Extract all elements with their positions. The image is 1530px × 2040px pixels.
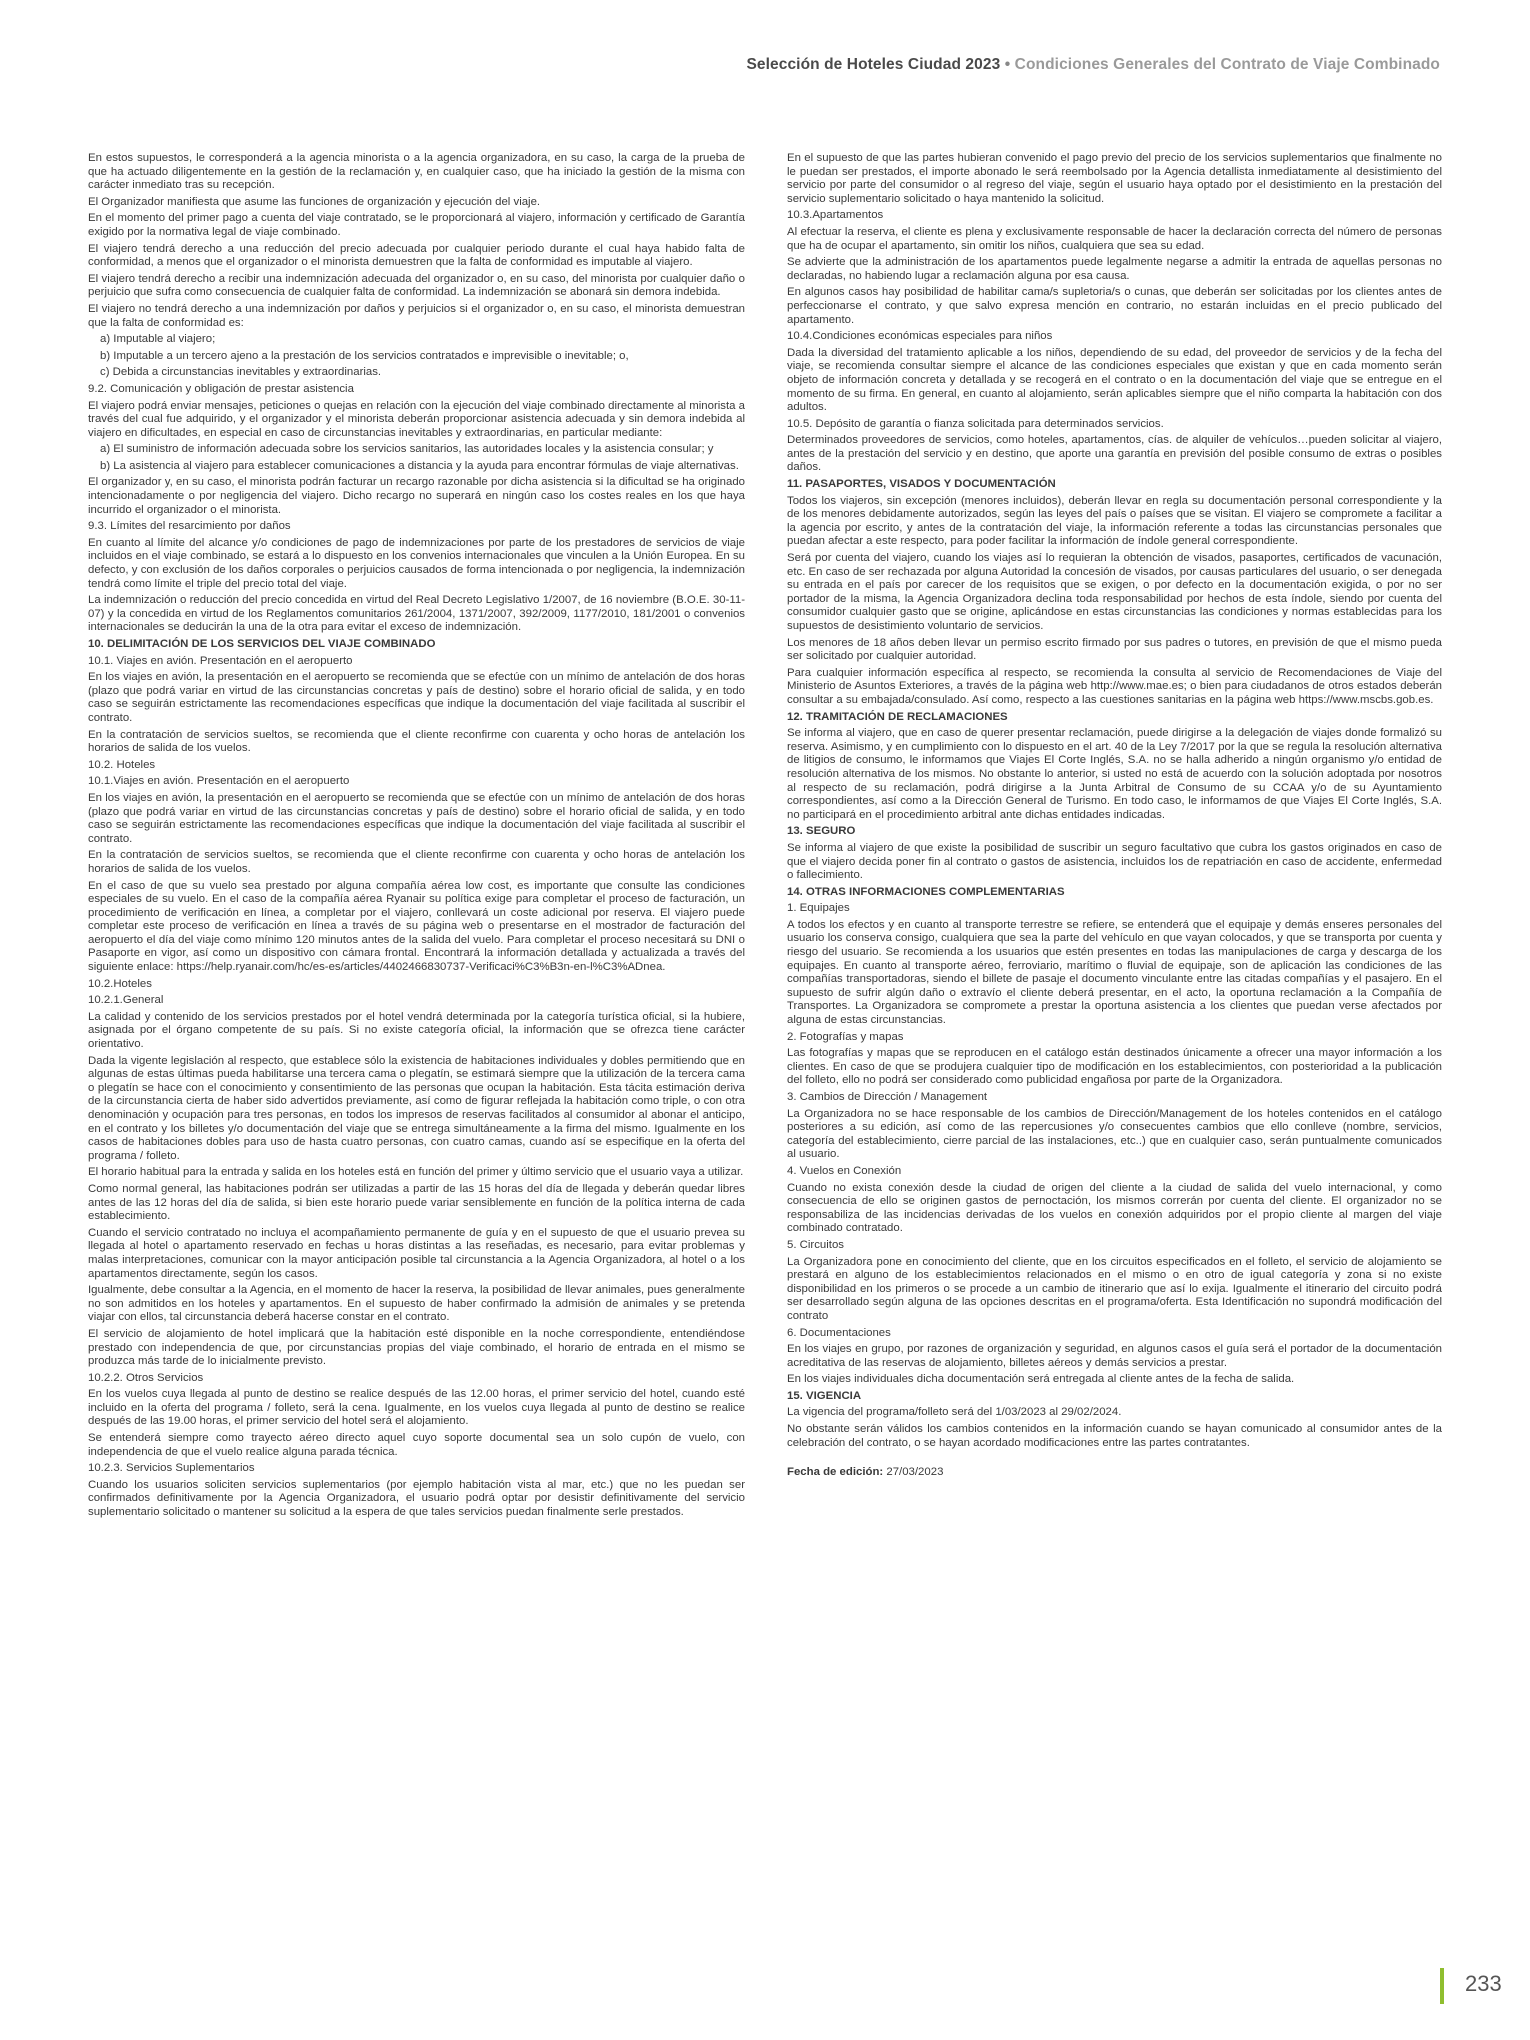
- paragraph: El viajero tendrá derecho a una reducción del precio adecuada por cualquier periodo durante el cual haya habido falta de conformidad, a menos que el organizador o el minorista demuestren que la falta de conformidad es imputable al viajero.: [88, 242, 745, 269]
- paragraph: El organizador y, en su caso, el minorista podrán facturar un recargo razonable por dicha asistencia si la dificultad se ha originado intencionadamente o por negligencia del viajero. Dicho recargo no superará en ningún caso los costes reales en los que haya incurrido el organizador o el minorista.: [88, 476, 745, 516]
- paragraph: Cuando no exista conexión desde la ciudad de origen del cliente a la ciudad de salida del vuelo internacional, y como consecuencia de ello se originen gastos de pernoctación, los mismos correrán por cuenta del cliente. El organizador no se responsabiliza de las incidencias derivadas de los vuelos en conexión adquiridos por el propio cliente al margen del viaje combinado contratado.: [787, 1181, 1442, 1235]
- subsection-heading: 1. Equipajes: [787, 902, 850, 915]
- paragraph: Al efectuar la reserva, el cliente es plena y exclusivamente responsable de hacer la declaración correcta del número de personas que ha de ocupar el apartamento, sin omitir los niños, cualquiera que sea su edad.: [787, 225, 1442, 252]
- subsection-heading: 10.1.Viajes en avión. Presentación en el aeropuerto: [88, 775, 350, 788]
- paragraph: No obstante serán válidos los cambios contenidos en la información cuando se hayan comunicado al consumidor antes de la celebración del contrato, o se hayan acordado modificaciones entre las partes contratantes.: [787, 1423, 1442, 1449]
- paragraph: El servicio de alojamiento de hotel implicará que la habitación esté disponible en la noche correspondiente, entendiéndose prestado con independencia de que, por circunstancias propias del viaje combinado, el horario de entrada en el mismo se produzca más tarde de lo inicialmente previsto.: [88, 1327, 745, 1368]
- subsection-heading: 10.2. Hoteles: [88, 758, 156, 771]
- paragraph: En la contratación de servicios sueltos, se recomienda que el cliente reconfirme con cuarenta y ocho horas de antelación los horarios de salida de los vuelos.: [88, 728, 745, 755]
- paragraph: El viajero no tendrá derecho a una indemnización por daños y perjuicios si el organizador o, en su caso, el minorista demuestran que la falta de conformidad es:: [88, 302, 745, 329]
- paragraph: Se advierte que la administración de los apartamentos puede legalmente negarse a admitir la entrada de aquellas personas no declaradas, no habiendo lugar a reclamación alguna por esa causa.: [787, 256, 1442, 282]
- edition-value: 27/03/2023: [886, 1466, 944, 1479]
- subsection-heading: 10.2.3. Servicios Suplementarios: [88, 1462, 255, 1475]
- paragraph: El Organizador manifiesta que asume las funciones de organización y ejecución del viaje.: [88, 195, 541, 208]
- paragraph: Cuando el servicio contratado no incluya el acompañamiento permanente de guía y en el supuesto de que el usuario prevea su llegada al hotel o apartamento reservado en fechas u horas distintas a las reseñadas, es necesario, para evitar problemas y malas interpretaciones, comunicar con la mayor anticipación posible tal circunstancia a la Agencia Organizadora, al hotel o a los apartamentos directamente, según los casos.: [88, 1226, 745, 1280]
- paragraph: En los viajes en avión, la presentación en el aeropuerto se recomienda que se efectúe con un mínimo de antelación de dos horas (plazo que podrá variar en virtud de las circunstancias concretas y país de destino) sobre el horario oficial de salida, y en todo caso se seguirán estrictamente las recomendaciones específicas que indique la documentación del viaje facilitada al suscribir el contrato.: [88, 671, 745, 724]
- paragraph: En el supuesto de que las partes hubieran convenido el pago previo del precio de los servicios suplementarios que finalmente no le puedan ser prestados, el importe abonado le será reembolsado por la Agencia detallista inmediatamente al desistimiento del servicio por parte del consumidor o al regreso del viaje, según el usuario haya optado por el desistimiento en la prestación del servicio suplementario solicitado o haya mantenido la solicitud.: [787, 152, 1442, 205]
- subsection-heading: 6. Documentaciones: [787, 1326, 891, 1339]
- subsection-heading: 2. Fotografías y mapas: [787, 1030, 904, 1043]
- paragraph: Todos los viajeros, sin excepción (menores incluidos), deberán llevar en regla su documentación personal correspondiente y la de los menores debidamente autorizados, según las leyes del país o países que se visitan. El viajero se compromete a facilitar a la agencia por escrito, y antes de la contratación del viaje, la información referente a todas las circunstancias personales que puedan afectar a este respecto, para poder facilitar la información de índole general correspondiente.: [787, 494, 1442, 548]
- list-item: b) La asistencia al viajero para establecer comunicaciones a distancia y la ayuda para encontrar fórmulas de viaje alternativas.: [100, 459, 739, 472]
- paragraph: La calidad y contenido de los servicios prestados por el hotel vendrá determinada por la categoría turística oficial, si la hubiere, asignada por el órgano competente de su país. Si no existe categoría oficial, la información que se ofrezca tiene carácter orientativo.: [88, 1010, 745, 1051]
- subsection-heading: 10.1. Viajes en avión. Presentación en el aeropuerto: [88, 654, 353, 667]
- subsection-heading: 10.2.2. Otros Servicios: [88, 1371, 204, 1384]
- section-heading: 14. OTRAS INFORMACIONES COMPLEMENTARIAS: [787, 885, 1065, 898]
- paragraph: Se entenderá siempre como trayecto aéreo directo aquel cuyo soporte documental sea un solo cupón de vuelo, con independencia de que el vuelo realice alguna parada técnica.: [88, 1432, 745, 1458]
- edition-label: Fecha de edición:: [787, 1466, 884, 1479]
- section-heading: 13. SEGURO: [787, 825, 856, 838]
- paragraph: En los viajes individuales dicha documentación será entregada al cliente antes de la fecha de salida.: [787, 1373, 1295, 1386]
- paragraph: En el momento del primer pago a cuenta del viaje contratado, se le proporcionará al viajero, información y certificado de Garantía exigido por la normativa legal de viaje combinado.: [88, 212, 745, 238]
- section-heading: 10. DELIMITACIÓN DE LOS SERVICIOS DEL VIAJE COMBINADO: [88, 638, 436, 650]
- subsection-heading: 10.2.1.General: [88, 994, 164, 1007]
- paragraph: Se informa al viajero, que en caso de querer presentar reclamación, puede dirigirse a la delegación de viajes donde formalizó su reserva. Asimismo, y en cumplimiento con lo dispuesto en el art. 40 de la Ley 7/2017 por la que se regula la resolución alternativa de litigios de consumo, le informamos que Viajes El Corte Inglés, S.A. no se halla adherido a ningún organismo y/o entidad de resolución alternativa de los mismos. No obstante lo anterior, si usted no está de acuerdo con la solución adoptada por nosotros al respecto de su reclamación, podrá dirigirse a la Junta Arbitral de Consumo de su CCAA y/o de su Ayuntamiento correspondientes, así como a la Dirección General de Turismo. En todo caso, le informamos de que Viajes El Corte Inglés, S.A. no participará en el procedimiento arbitral ante dichas entidades indicadas.: [787, 727, 1442, 821]
- paragraph: Igualmente, debe consultar a la Agencia, en el momento de hacer la reserva, la posibilidad de llevar animales, pues generalmente no son admitidos en los hoteles y apartamentos. En el supuesto de haber confirmado la admisión de animales y se pretenda viajar con ellos, tal circunstancia deberá hacerse constar en el contrato.: [88, 1284, 745, 1324]
- header-separator: •: [1000, 56, 1015, 73]
- subsection-heading: 10.5. Depósito de garantía o fianza solicitada para determinados servicios.: [787, 417, 1164, 430]
- paragraph: El horario habitual para la entrada y salida en los hoteles está en función del primer y último servicio que el usuario vaya a utilizar.: [88, 1166, 744, 1179]
- paragraph: Los menores de 18 años deben llevar un permiso escrito firmado por sus padres o tutores, en previsión de que el mismo pueda ser solicitado por cualquier autoridad.: [787, 636, 1442, 663]
- paragraph: Como normal general, las habitaciones podrán ser utilizadas a partir de las 15 horas del día de llegada y deberán quedar libres antes de las 12 horas del día de salida, si bien este horario puede variar sensiblemente en función de la política interna de cada establecimiento.: [88, 1182, 745, 1223]
- subsection-heading: 5. Circuitos: [787, 1238, 844, 1251]
- subsection-heading: 4. Vuelos en Conexión: [787, 1164, 902, 1177]
- paragraph: En los viajes en avión, la presentación en el aeropuerto se recomienda que se efectúe con un mínimo de antelación de dos horas (plazo que podrá variar en virtud de las circunstancias concretas y país de destino) sobre el horario oficial de salida, y en todo caso se seguirán estrictamente las recomendaciones específicas que indique la documentación del viaje facilitada al suscribir el contrato.: [88, 791, 745, 845]
- subsection-heading: 9.3. Límites del resarcimiento por daños: [88, 520, 291, 533]
- list-item: b) Imputable a un tercero ajeno a la prestación de los servicios contratados e imprevisible o inevitable; o,: [100, 349, 629, 362]
- paragraph: En la contratación de servicios sueltos, se recomienda que el cliente reconfirme con cuarenta y ocho horas de antelación los horarios de salida de los vuelos.: [88, 849, 745, 875]
- right-column: [787, 152, 1442, 1962]
- paragraph: La Organizadora pone en conocimiento del cliente, que en los circuitos especificados en el folleto, el servicio de alojamiento se prestará en alguno de los establecimientos relacionados en el mismo o en otro de igual categoría y zona si no existe disponibilidad en los primeros o se procede a un cambio de itinerario que así lo exija. Igualmente el itinerario del circuito podrá ser desarrollado según alguna de las opciones descritas en el programa/oferta. Esta Identificación no supondrá modificación del contrato: [787, 1255, 1442, 1322]
- edition-date: [787, 1466, 1442, 1480]
- paragraph: Para cualquier información específica al respecto, se recomienda la consulta al servicio de Recomendaciones de Viaje del Ministerio de Asuntos Exteriores, a través de la página web http://www.mae.es; o bien para ciudadanos de otros estados deberán consultar a su embajada/consulado. Así como, respecto a las cuestiones sanitarias en la página web https://www.mscbs.gob.es.: [787, 666, 1442, 706]
- catalog-title: Selección de Hoteles Ciudad 2023: [746, 56, 1001, 73]
- section-heading: 11. PASAPORTES, VISADOS Y DOCUMENTACIÓN: [787, 478, 1056, 491]
- paragraph: Determinados proveedores de servicios, como hoteles, apartamentos, cías. de alquiler de vehículos…pueden solicitar al viajero, antes de la prestación del servicio y en destino, que aporte una garantía en previsión del posible consumo de extras o posibles daños.: [787, 434, 1442, 474]
- page-number: 233: [1465, 1971, 1502, 1996]
- subsection-heading: 10.4.Condiciones económicas especiales para niños: [787, 330, 1053, 343]
- subsection-heading: 10.3.Apartamentos: [787, 209, 884, 222]
- paragraph: Se informa al viajero de que existe la posibilidad de suscribir un seguro facultativo que cubra los gastos originados en caso de que el viajero decida poner fin al contrato o gastos de asistencia, incluidos los de repatriación en caso de accidente, enfermedad o fallecimiento.: [787, 841, 1442, 882]
- paragraph: La indemnización o reducción del precio concedida en virtud del Real Decreto Legislativo 1/2007, de 16 noviembre (B.O.E. 30-11-07) y la concedida en virtud de los Reglamentos comunitarios 261/2004, 1371/2007, 392/2009, 1177/2010, 181/2001 o convenios internacionales se deducirán la una de la otra para evitar el exceso de indemnización.: [88, 594, 745, 634]
- subsection-heading: 9.2. Comunicación y obligación de prestar asistencia: [88, 382, 354, 395]
- paragraph: En algunos casos hay posibilidad de habilitar cama/s supletoria/s o cunas, que deberán ser solicitadas por los clientes antes de perfeccionarse el contrato, y que salvo expresa mención en contrario, no estarán incluidas en el precio publicado del apartamento.: [787, 286, 1442, 326]
- list-item: a) El suministro de información adecuada sobre los servicios sanitarios, las autoridades locales y la asistencia consular; y: [100, 443, 714, 456]
- paragraph: En los viajes en grupo, por razones de organización y seguridad, en algunos casos el guía será el portador de la documentación acreditativa de las reservas de alojamiento, billetes aéreos y demás servicios a prestar.: [787, 1343, 1442, 1369]
- paragraph: Dada la vigente legislación al respecto, que establece sólo la existencia de habitaciones individuales y dobles permitiendo que en algunas de estas últimas pueda habilitarse una tercera cama o plegatín, se estimará siempre que la utilización de la tercera cama o plegatín se hace con el conocimiento y consentimiento de las personas que ocupan la habitación. Esta tácita estimación deriva de la circunstancia cierta de haber sido advertidos previamente, así como de figurar reflejada la habitación como triple, o con otra denominación y ocupación para tres personas, en todos los impresos de reservas facilitados al consumidor al abonar el anticipo, en el contrato y los billetes y/o documentación del viaje que se entrega simultáneamente a la firma del mismo. Igualmente en los casos de habitaciones dobles para uso de hasta cuatro personas, con cuatro camas, cuando así se especifique en la oferta del programa / folleto.: [88, 1054, 745, 1162]
- left-column: [88, 152, 745, 1962]
- paragraph: Las fotografías y mapas que se reproducen en el catálogo están destinados únicamente a ofrecer una mayor información a los clientes. En caso de que se produjera cualquier tipo de modificación en los establecimientos, con posterioridad a la publicación del folleto, ello no podrá ser considerado como publicidad engañosa por parte de la Organizadora.: [787, 1047, 1442, 1087]
- paragraph: En cuanto al límite del alcance y/o condiciones de pago de indemnizaciones por parte de los prestadores de servicios de viaje incluidos en el viaje combinado, se estará a lo dispuesto en los convenios internacionales que vinculen a la Unión Europea. En su defecto, y con exclusión de los daños corporales o perjuicios causados de forma intencionada o por negligencia, la indemnización tendrá como límite el triple del precio total del viaje.: [88, 536, 745, 590]
- paragraph: En los vuelos cuya llegada al punto de destino se realice después de las 12.00 horas, el primer servicio del hotel, cuando esté incluido en la oferta del programa / folleto, será la cena. Igualmente, en los vuelos cuya llegada al punto de destino se realice después de las 19.00 horas, el primer servicio del hotel será el alojamiento.: [88, 1388, 745, 1428]
- running-header: [140, 56, 1440, 74]
- list-item: a) Imputable al viajero;: [100, 333, 216, 346]
- list-item: c) Debida a circunstancias inevitables y extraordinarias.: [100, 366, 382, 379]
- subsection-heading: 10.2.Hoteles: [88, 977, 152, 990]
- paragraph: La vigencia del programa/folleto será del 1/03/2023 al 29/02/2024.: [787, 1406, 1122, 1419]
- page-accent-bar: [1440, 1968, 1444, 2004]
- section-heading: 15. VIGENCIA: [787, 1389, 862, 1402]
- paragraph: El viajero podrá enviar mensajes, peticiones o quejas en relación con la ejecución del viaje combinado directamente al minorista a través del cual fue adquirido, y el organizador y el minorista deberán proporcionar asistencia adecuada y sin demora indebida al viajero en dificultades, en especial en caso de circunstancias inevitables y extraordinarias, en particular mediante:: [88, 399, 745, 439]
- section-title: Condiciones Generales del Contrato de Viaje Combinado: [1014, 56, 1440, 73]
- paragraph: A todos los efectos y en cuanto al transporte terrestre se refiere, se entenderá que el equipaje y demás enseres personales del usuario los conserva consigo, cualquiera que sea la parte del vehículo en que vayan colocados, y que se transporta por cuenta y riesgo del usuario. Se recomienda a los usuarios que estén presentes en todas las manipulaciones de carga y descarga de los equipajes. En cuanto al transporte aéreo, ferroviario, marítimo o fluvial de equipaje, son de aplicación las condiciones de las compañías transportadoras, siendo el billete de pasaje el documento vinculante entre las citadas compañías y el pasajero. En el supuesto de sufrir algún daño o extravío el cliente deberá presentar, en el acto, la oportuna reclamación a la Compañía de Transportes. La Organizadora se compromete a prestar la oportuna asistencia a los clientes que puedan verse afectados por alguna de estas circunstancias.: [787, 918, 1442, 1027]
- section-heading: 12. TRAMITACIÓN DE RECLAMACIONES: [787, 710, 1008, 723]
- paragraph: En estos supuestos, le corresponderá a la agencia minorista o a la agencia organizadora, en su caso, la carga de la prueba de que ha actuado diligentemente en la gestión de la reclamación y, en cualquier caso, que ha iniciado la gestión de la misma con carácter inmediato tras su recepción.: [88, 152, 745, 192]
- paragraph: Cuando los usuarios soliciten servicios suplementarios (por ejemplo habitación vista al mar, etc.) que no les puedan ser confirmados definitivamente por la Agencia Organizadora, el usuario podrá optar por desistir definitivamente del servicio suplementario solicitado o mantener su solicitud a la espera de que tales servicios puedan finalmente serle prestados.: [88, 1478, 745, 1519]
- paragraph: En el caso de que su vuelo sea prestado por alguna compañía aérea low cost, es importante que consulte las condiciones especiales de su vuelo. En el caso de la compañía aérea Ryanair su política exige para completar el proceso de facturación, un procedimiento de verificación en línea, a completar por el viajero, conllevará un coste adicional por reserva. El viajero puede completar este proceso de verificación en línea a través de su página web o presentarse en el mostrador de facturación del aeropuerto el día del viaje como mínimo 120 minutos antes de la salida del vuelo. Para completar el proceso necesitará su DNI o Pasaporte en vigor, así como un dispositivo con cámara frontal. Encontrará la información detallada y actualizada a través del siguiente enlace: https://help.ryanair.com/hc/es-es/articles/4402466830737-Verificaci%C3%B3n-en-l%C3%ADnea.: [88, 879, 745, 974]
- subsection-heading: 3. Cambios de Dirección / Management: [787, 1091, 988, 1103]
- paragraph: Dada la diversidad del tratamiento aplicable a los niños, dependiendo de su edad, del proveedor de servicios y de la fecha del viaje, se recomienda consultar siempre el alcance de las condiciones especiales que existan y que en cada momento serán objeto de información concreta y detallada y se recogerá en el contrato o en la documentación del viaje que se entregue en el momento de su firma. En general, en cuanto al alojamiento, serán aplicables siempre que el niño comparta la habitación con dos adultos.: [787, 346, 1442, 414]
- paragraph: El viajero tendrá derecho a recibir una indemnización adecuada del organizador o, en su caso, del minorista por cualquier daño o perjuicio que sufra como consecuencia de cualquier falta de conformidad. La indemnización se abonará sin demora indebida.: [88, 272, 745, 299]
- paragraph: La Organizadora no se hace responsable de los cambios de Dirección/Management de los hoteles contenidos en el catálogo posteriores a su edición, así como de las repercusiones y/o consecuentes cambios que ello conlleve (nombre, servicios, categoría del establecimiento, cierre parcial de las instalaciones, etc..) que en cualquier caso, serán puntualmente comunicados al usuario.: [787, 1107, 1442, 1161]
- paragraph: Será por cuenta del viajero, cuando los viajes así lo requieran la obtención de visados, pasaportes, certificados de vacunación, etc. En caso de ser rechazada por alguna Autoridad la concesión de visados, por causas particulares del usuario, o ser denegada su entrada en el país por carecer de los requisitos que se exigen, o por defecto en la documentación exigida, o por no ser portador de la misma, la Agencia Organizadora declina toda responsabilidad por hechos de esta índole, siendo por cuenta del consumidor cualquier gasto que se origine, aplicándose en estas circunstancias las condiciones y normas establecidas para los supuestos de desistimiento voluntario de servicios.: [787, 552, 1442, 632]
